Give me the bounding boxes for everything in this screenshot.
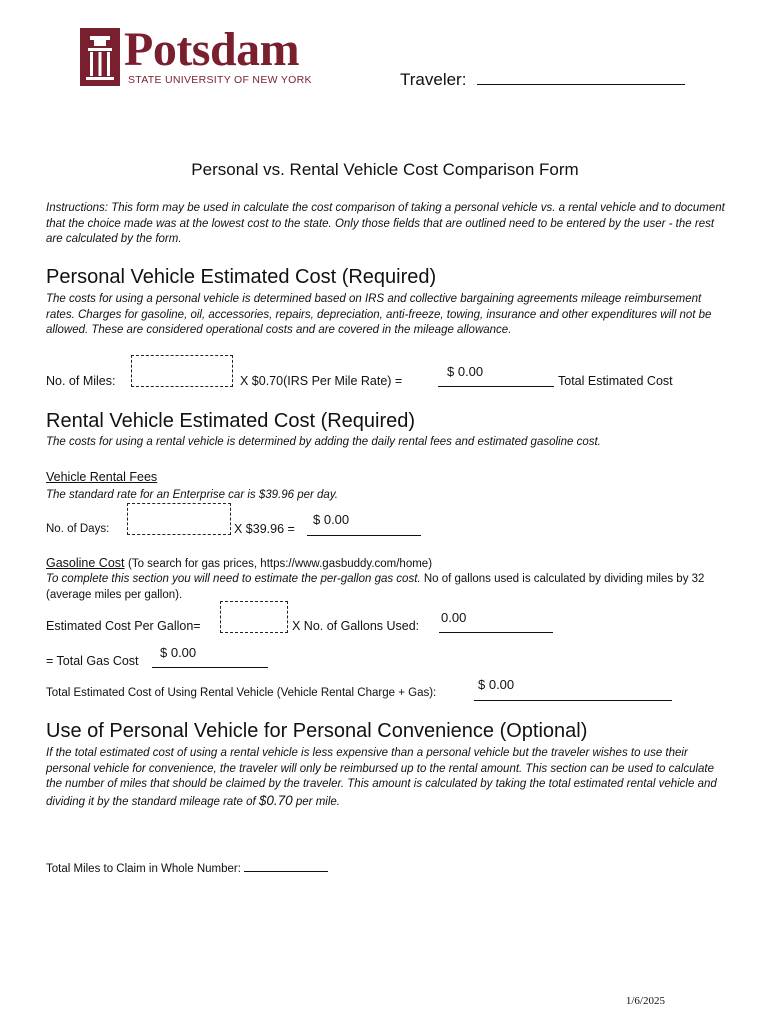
personal-total-label: Total Estimated Cost — [558, 374, 673, 388]
gasoline-description-italic: To complete this section you will need to estimate the per-gallon gas cost. — [46, 573, 421, 585]
convenience-description-part2: per mile. — [295, 795, 340, 808]
rental-fees-description: The standard rate for an Enterprise car is $39.96 per day. — [46, 489, 338, 501]
miles-input[interactable] — [131, 355, 233, 387]
gallons-used-label: X No. of Gallons Used: — [292, 619, 420, 633]
total-rental-value: $ 0.00 — [478, 677, 515, 692]
per-gallon-label: Estimated Cost Per Gallon= — [46, 619, 201, 633]
page-title: Personal vs. Rental Vehicle Cost Comparison Form — [191, 160, 579, 179]
miles-claim-label: Total Miles to Claim in Whole Number: — [46, 863, 241, 875]
rental-fees-heading-text: Vehicle Rental Fees — [46, 470, 158, 484]
convenience-description-part1: If the total estimated cost of using a rental vehicle is less expensive than a personal vehicle but the traveler wishes to use their personal vehicle for convenience, the traveler will only be reimbursed up to the rental amount. This section can be used to calculate the number of miles that should be claimed by the traveler. This amount is calculated by taking the total estimated rental vehicle and dividing it by the standard mileage rate of — [46, 747, 717, 808]
potsdam-logo — [80, 23, 340, 90]
rental-heading: Rental Vehicle Estimated Cost (Required) — [46, 410, 416, 432]
convenience-description — [46, 746, 726, 810]
gasoline-description-normal: No of gallons used is calculated by dividing miles by 32 (average miles per gallon). — [46, 573, 705, 601]
gallons-used-value: 0.00 — [441, 610, 467, 625]
miles-label: No. of Miles: — [46, 374, 116, 388]
rental-description: The costs for using a rental vehicle is determined by adding the daily rental fees and estimated gasoline cost. — [46, 436, 601, 448]
miles-claim-line[interactable] — [244, 859, 328, 872]
personal-total-value: $ 0.00 — [447, 364, 484, 379]
traveler-input-line[interactable] — [477, 70, 685, 85]
gasoline-description — [46, 572, 726, 603]
gasbuddy-link[interactable]: (To search for gas prices, https://www.gasbuddy.com/home) — [128, 558, 433, 570]
gasoline-line — [46, 556, 432, 570]
mileage-rate-text: X $0.70(IRS Per Mile Rate) = — [240, 374, 403, 388]
personal-description: The costs for using a personal vehicle is determined based on IRS and collective bargaining agreements mileage reimbursement rates. Charges for gasoline, oil, accessories, repairs, depreciation, anti-freeze, towing, insurance and other expenditures will not be allowed. These are considered operational costs and are covered in the mileage allowance. — [46, 293, 712, 336]
instructions: Instructions: This form may be used in calculate the cost comparison of taking a personal vehicle vs. a rental vehicle and to document that the choice made was at the lowest cost to the state. Only those fields that are outlined need to be entered by the user - the rest are calculated by the form. — [46, 202, 725, 245]
miles-claim-field — [46, 859, 328, 875]
footer-date: 1/6/2025 — [625, 995, 665, 1007]
days-label: No. of Days: — [46, 523, 110, 535]
building-icon — [80, 28, 120, 86]
total-rental-label: Total Estimated Cost of Using Rental Vehicle (Vehicle Rental Charge + Gas): — [46, 687, 437, 699]
per-gallon-input[interactable] — [220, 601, 288, 633]
convenience-rate: $0.70 — [258, 792, 293, 808]
days-total-value: $ 0.00 — [313, 512, 350, 527]
logo-name: Potsdam — [124, 23, 300, 76]
logo-subtitle: STATE UNIVERSITY OF NEW YORK — [128, 74, 312, 86]
rental-fees-heading — [46, 470, 157, 484]
traveler-label: Traveler: — [400, 70, 467, 89]
traveler-field — [400, 70, 685, 90]
days-rate-text: X $39.96 = — [234, 522, 295, 536]
total-gas-value: $ 0.00 — [160, 645, 197, 660]
total-gas-label: = Total Gas Cost — [46, 654, 139, 668]
convenience-heading: Use of Personal Vehicle for Personal Convenience (Optional) — [46, 720, 588, 742]
personal-heading: Personal Vehicle Estimated Cost (Required) — [46, 266, 437, 288]
gasoline-heading: Gasoline Cost — [46, 556, 125, 570]
days-input[interactable] — [127, 503, 231, 535]
